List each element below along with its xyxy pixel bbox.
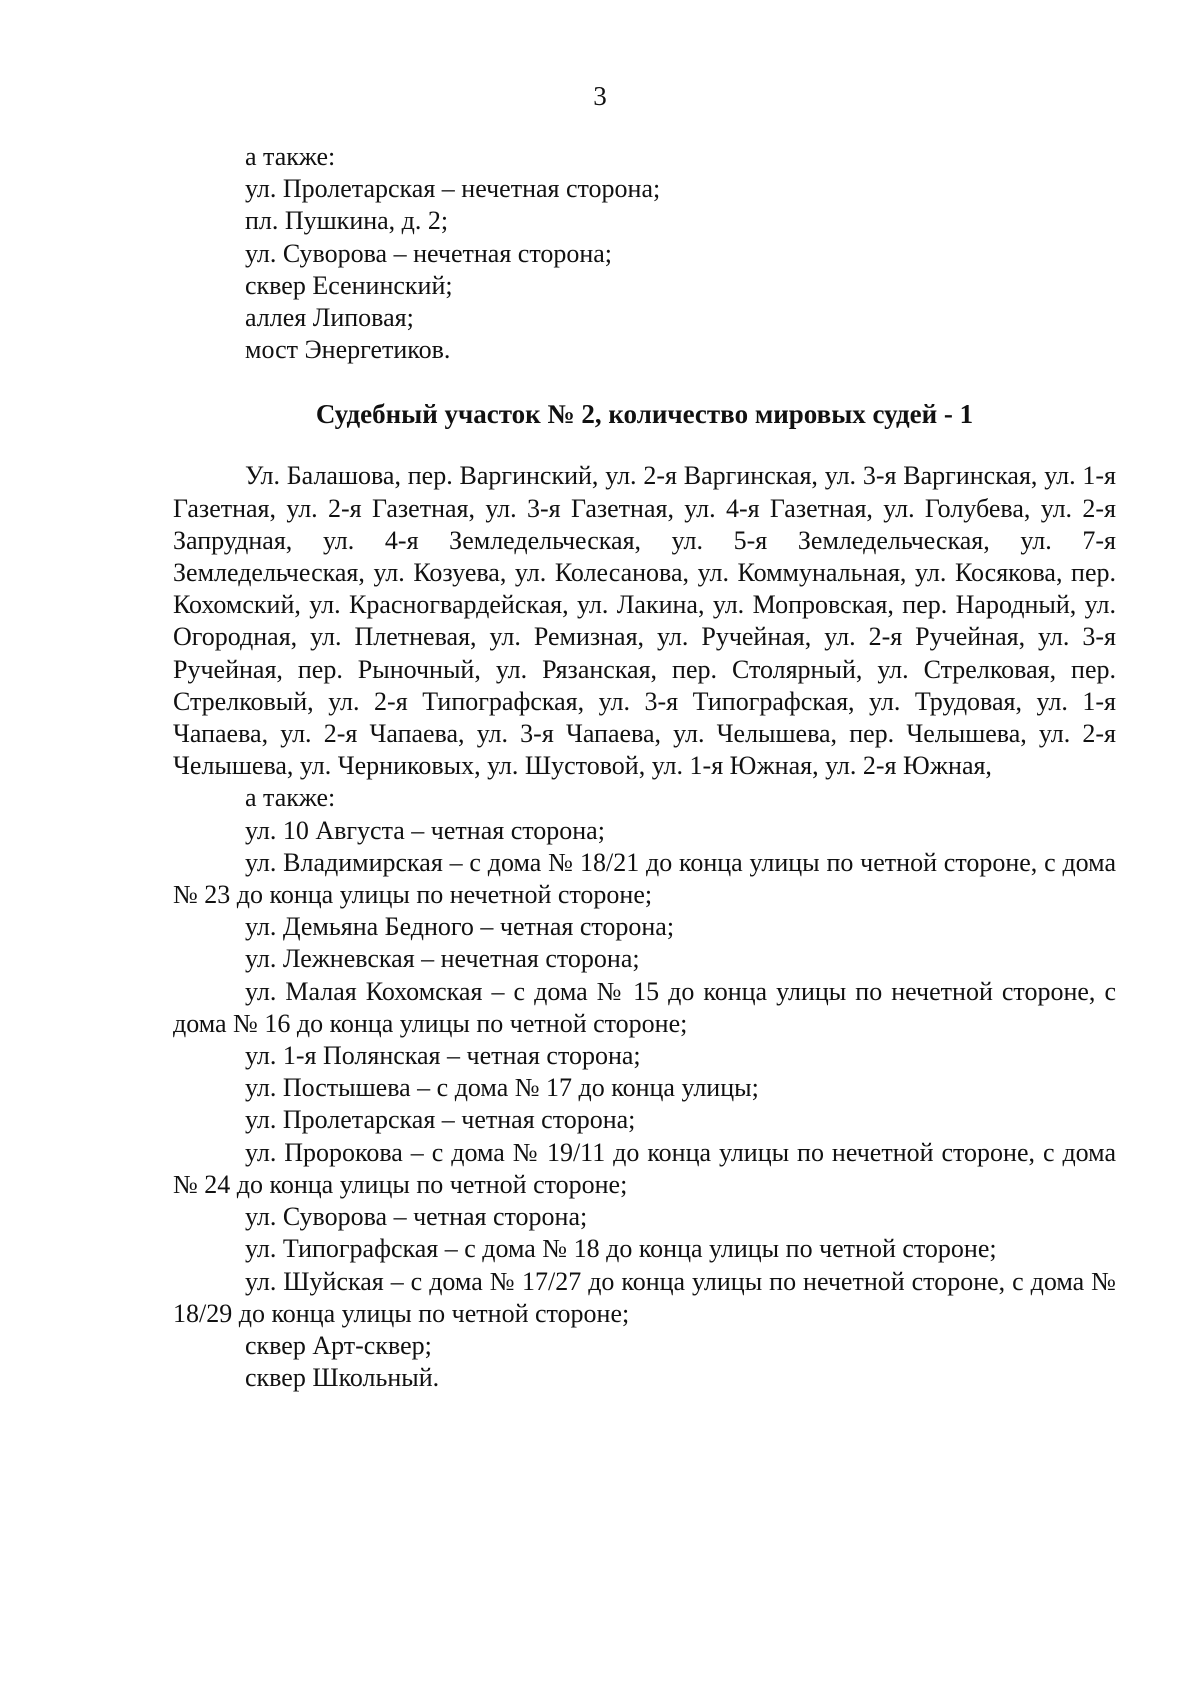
list-item: ул. Демьяна Бедного – четная сторона; (245, 912, 675, 942)
list-item: ул. Пророкова – с дома № 19/11 до конца улицы по нечетной стороне, с дома № 24 до конца улицы по четной стороне; (173, 1137, 1116, 1199)
list-item: ул. Типографская – с дома № 18 до конца улицы по четной стороне; (245, 1234, 997, 1264)
document-body (173, 141, 1116, 1394)
list-item: сквер Арт-сквер; (245, 1330, 432, 1360)
list-item: ул. Постышева – с дома № 17 до конца улицы; (245, 1073, 759, 1103)
list-item: ул. Суворова – нечетная сторона; (245, 238, 613, 268)
list-item: ул. Владимирская – с дома № 18/21 до конца улицы по четной стороне, с дома № 23 до конца улицы по нечетной стороне; (173, 847, 1116, 910)
list-item: ул. 1-я Полянская – четная сторона; (245, 1041, 641, 1071)
list-item: ул. Лежневская – нечетная сторона; (245, 944, 640, 974)
list-item: мост Энергетиков. (245, 335, 451, 365)
list-item: аллея Липовая; (245, 303, 414, 333)
section-heading: Судебный участок № 2, количество мировых судей - 1 (315, 399, 974, 430)
list-item: ул. Пролетарская – нечетная сторона; (245, 174, 661, 204)
list-item: а также: (245, 142, 336, 171)
list-item: ул. Суворова – четная сторона; (245, 1202, 588, 1232)
list-item: ул. Пролетарская – четная сторона; (245, 1105, 636, 1135)
list-item: ул. Шуйская – с дома № 17/27 до конца улицы по нечетной стороне, с дома № 18/29 до конца улицы по четной стороне; (173, 1266, 1116, 1328)
list-item: а также: (245, 783, 336, 813)
intro-list (173, 141, 1116, 366)
list-item: пл. Пушкина, д. 2; (245, 206, 449, 236)
list-item: сквер Есенинский; (245, 270, 453, 300)
list-item: ул. Малая Кохомская – с дома № 15 до конца улицы по нечетной стороне, с дома № 16 до конца улицы по четной стороне; (173, 976, 1116, 1038)
also-list (173, 782, 1116, 1394)
page-number: 3 (593, 81, 607, 111)
streets-paragraph: Ул. Балашова, пер. Варгинский, ул. 2-я Варгинская, ул. 3-я Варгинская, ул. 1-я Газетная, ул. 2-я Газетная, ул. 3-я Газетная, ул. 4-я Газетная, ул. Голубева, ул. 2-я Запрудная, ул. 4-я Земледельческая, ул. 5-я Земледельческая, ул. 7-я Земледельческая, ул. Козуева, ул. Колесанова, ул. Коммунальная, ул. Косякова, пер. Кохомский, ул. Красногвардейская, ул. Лакина, ул. Мопровская, пер. Народный, ул. Огородная, ул. Плетневая, ул. Ремизная, ул. Ручейная, ул. 2-я Ручейная, ул. 3-я Ручейная, пер. Рыночный, ул. Рязанская, пер. Столярный, ул. Стрелковая, пер. Стрелковый, ул. 2-я Типографская, ул. 3-я Типографская, ул. Трудовая, ул. 1-я Чапаева, ул. 2-я Чапаева, ул. 3-я Чапаева, ул. Челышева, пер. Челышева, ул. 2-я Челышева, ул. Черниковых, ул. Шустовой, ул. 1-я Южная, ул. 2-я Южная, (173, 461, 1116, 781)
list-item: ул. 10 Августа – четная сторона; (245, 815, 605, 845)
list-item: сквер Школьный. (245, 1363, 440, 1393)
